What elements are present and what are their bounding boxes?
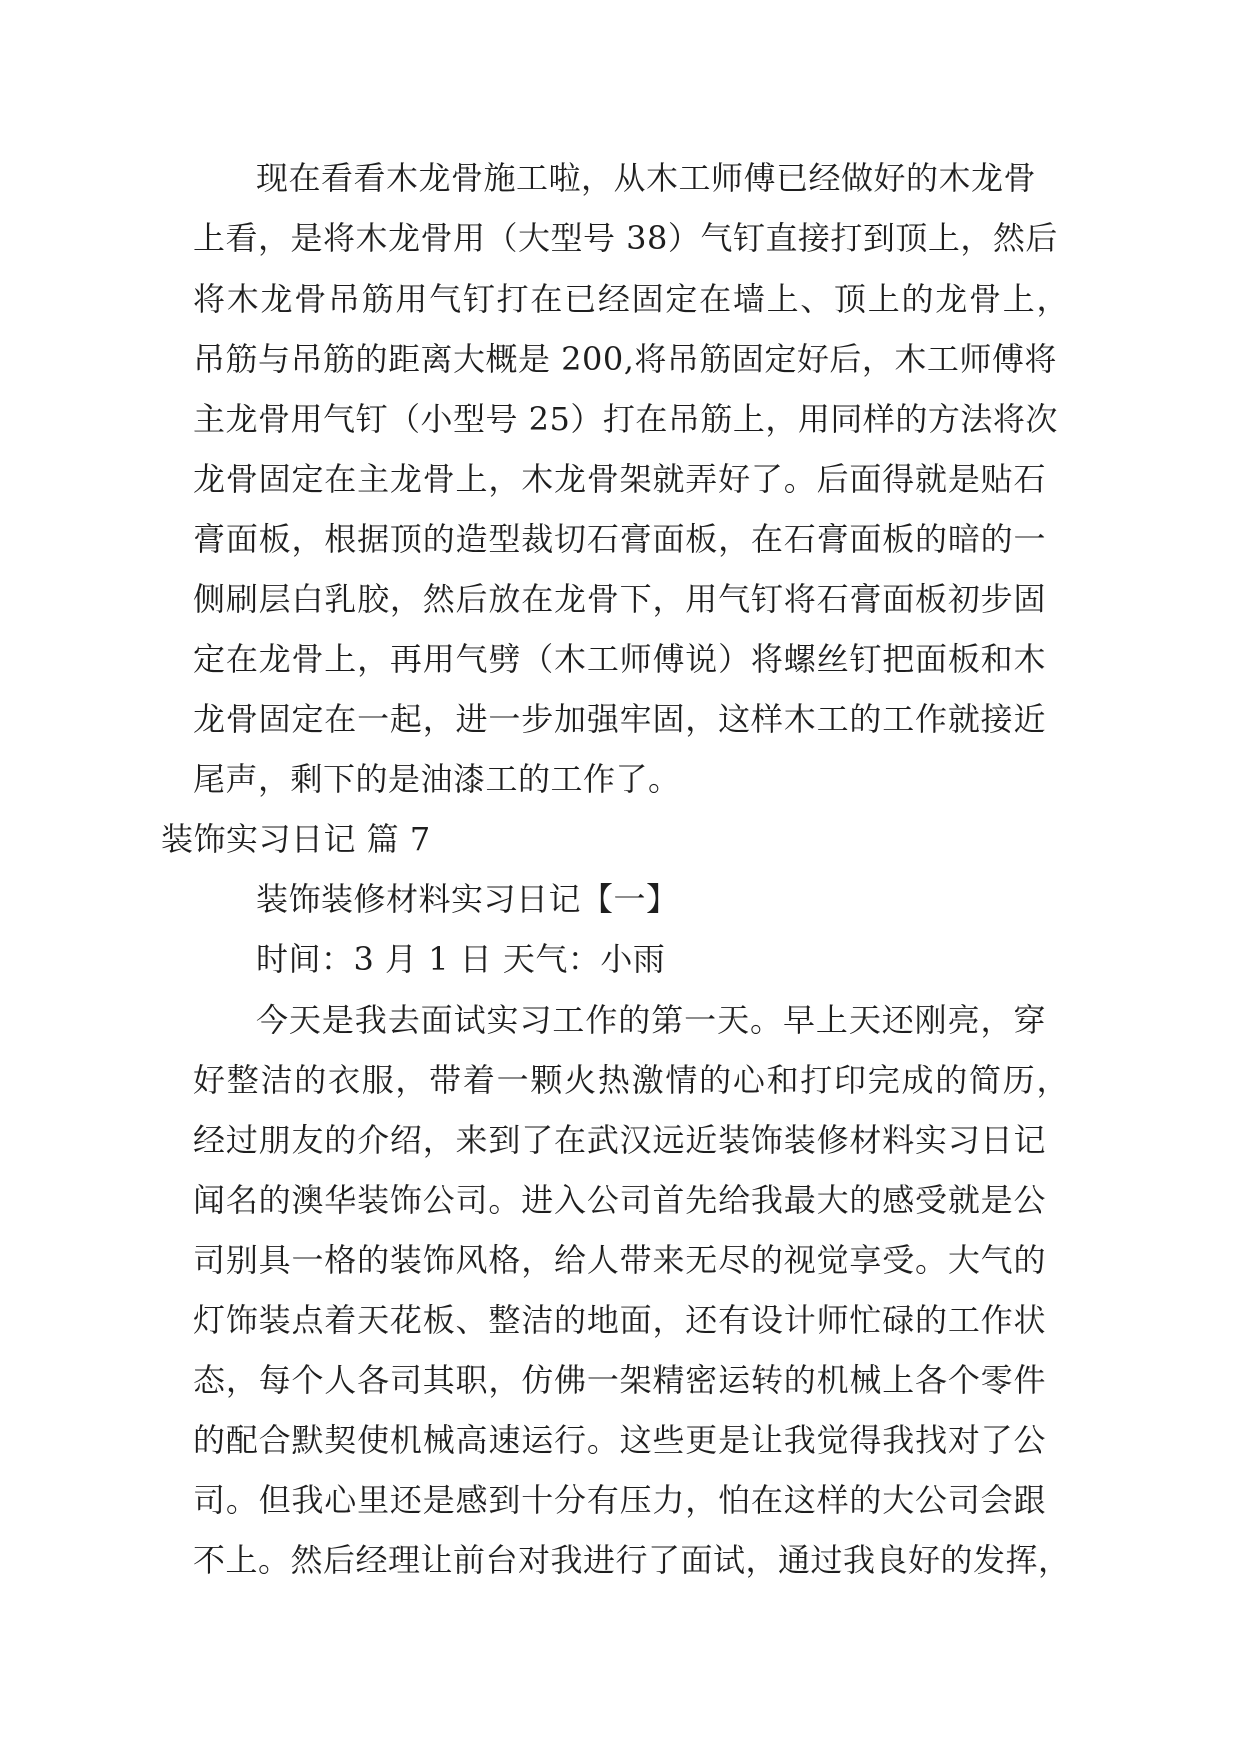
paragraph-1-line-9: 定在龙骨上，再用气劈（木工师傅说）将螺丝钉把面板和木 — [193, 640, 1046, 678]
paragraph-2-line-7: 态，每个人各司其职，仿佛一架精密运转的机械上各个零件 — [193, 1361, 1046, 1399]
paragraph-2-line-9: 司。但我心里还是感到十分有压力，怕在这样的大公司会跟 — [193, 1481, 1046, 1519]
paragraph-1-line-11: 尾声，剩下的是油漆工的工作了。 — [193, 760, 681, 798]
paragraph-2-line-5: 司别具一格的装饰风格，给人带来无尽的视觉享受。大气的 — [193, 1241, 1046, 1279]
paragraph-2-line-6: 灯饰装点着天花板、整洁的地面，还有设计师忙碌的工作状 — [193, 1301, 1046, 1339]
paragraph-1-line-6: 龙骨固定在主龙骨上，木龙骨架就弄好了。后面得就是贴石 — [193, 460, 1046, 498]
paragraph-1-line-2: 上看，是将木龙骨用（大型号 38）气钉直接打到顶上，然后 — [193, 219, 1058, 257]
paragraph-2-line-4: 闻名的澳华装饰公司。进入公司首先给我最大的感受就是公 — [193, 1181, 1046, 1219]
date-weather: 时间：3 月 1 日 天气：小雨 — [256, 940, 666, 978]
section-heading: 装饰实习日记 篇 7 — [161, 820, 431, 858]
paragraph-2-line-2: 好整洁的衣服，带着一颗火热激情的心和打印完成的简历， — [193, 1061, 1069, 1099]
paragraph-1-line-8: 侧刷层白乳胶，然后放在龙骨下，用气钉将石膏面板初步固 — [193, 580, 1046, 618]
paragraph-2-line-8: 的配合默契使机械高速运行。这些更是让我觉得我找对了公 — [193, 1421, 1046, 1459]
sub-heading: 装饰装修材料实习日记【一】 — [256, 880, 679, 918]
paragraph-1-line-4: 吊筋与吊筋的距离大概是 200,将吊筋固定好后，木工师傅将 — [193, 340, 1057, 378]
paragraph-2-line-10: 不上。然后经理让前台对我进行了面试，通过我良好的发挥， — [193, 1541, 1071, 1579]
paragraph-1-line-7: 膏面板，根据顶的造型裁切石膏面板，在石膏面板的暗的一 — [193, 520, 1046, 558]
paragraph-1-line-5: 主龙骨用气钉（小型号 25）打在吊筋上，用同样的方法将次 — [193, 400, 1058, 438]
paragraph-1-line-1: 现在看看木龙骨施工啦，从木工师傅已经做好的木龙骨 — [256, 159, 1037, 197]
paragraph-1-line-3: 将木龙骨吊筋用气钉打在已经固定在墙上、顶上的龙骨上， — [193, 280, 1069, 318]
paragraph-2-line-1: 今天是我去面试实习工作的第一天。早上天还刚亮，穿 — [256, 1001, 1046, 1039]
paragraph-2-line-3: 经过朋友的介绍，来到了在武汉远近装饰装修材料实习日记 — [193, 1121, 1046, 1159]
paragraph-1-line-10: 龙骨固定在一起，进一步加强牢固，这样木工的工作就接近 — [193, 700, 1046, 738]
